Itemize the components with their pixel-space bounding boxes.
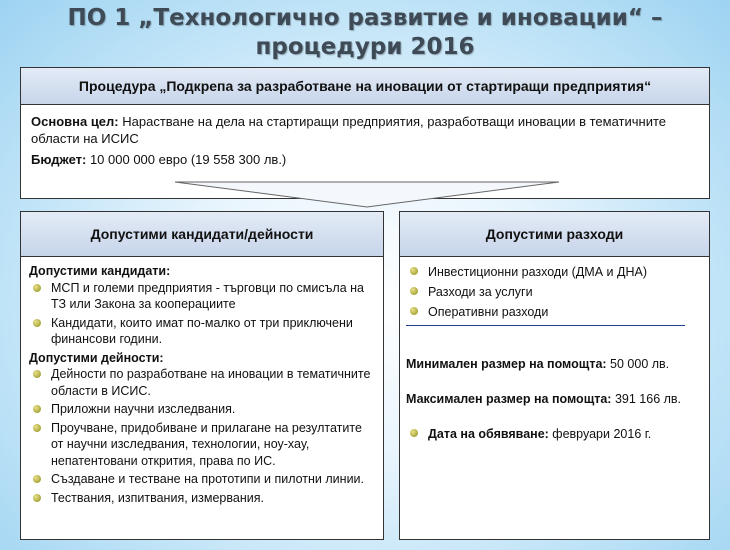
procedure-heading: Процедура „Подкрепа за разработване на иновации от стартиращи предприятия“ [21, 68, 709, 105]
list-item: Проучване, придобиване и прилагане на резултатите от научни изследвания, технологии, ноу-хау, непатентовани открития, права по ИС. [29, 420, 377, 470]
list-item: Приложни научни изследвания. [29, 401, 377, 418]
activities-list [29, 366, 377, 506]
max-aid-label: Максимален размер на помощта: [406, 391, 612, 406]
down-arrow-icon [174, 181, 560, 209]
date-item [406, 425, 703, 443]
candidates-list [29, 280, 377, 348]
title-line-1: ПО 1 „Технологично развитие и иновации“ – [67, 5, 663, 31]
title-line-2: процедури 2016 [255, 34, 475, 60]
candidates-title: Допустими кандидати: [29, 264, 171, 278]
date-row [406, 425, 703, 443]
max-aid-row [406, 391, 703, 408]
min-aid-value: 50 000 лв. [606, 357, 670, 371]
min-aid-row [406, 356, 703, 373]
candidates-activities-box [20, 211, 384, 540]
eligible-costs-heading: Допустими разходи [400, 212, 709, 257]
page-title [0, 4, 730, 62]
eligible-costs-content [400, 257, 709, 443]
date-value: февруари 2016 г. [548, 427, 652, 441]
procedure-body [21, 105, 709, 168]
candidates-activities-content [21, 257, 383, 506]
min-aid-label: Минимален размер на помощта: [406, 357, 607, 371]
list-item: Инвестиционни разходи (ДМА и ДНА) [406, 263, 703, 281]
costs-list [406, 263, 703, 321]
list-item: Създаване и тестване на прототипи и пилотни линии. [29, 471, 377, 488]
goal-label: Основна цел: [31, 114, 119, 129]
goal-row [31, 113, 699, 147]
list-item: Разходи за услуги [406, 283, 703, 301]
list-item: Оперативни разходи [406, 303, 703, 321]
activities-title: Допустими дейности: [29, 350, 164, 365]
budget-row [31, 151, 699, 168]
budget-label: Бюджет: [31, 152, 87, 167]
eligible-costs-box [399, 211, 710, 540]
date-label: Дата на обявяване: [428, 427, 549, 441]
budget-text: 10 000 000 евро (19 558 300 лв.) [86, 152, 287, 167]
list-item: Тествания, изпитвания, измервания. [29, 490, 377, 507]
procedure-box [20, 67, 710, 199]
goal-text: Нарастване на дела на стартиращи предприятия, разработващи иновации в тематичните области на ИСИС [31, 114, 667, 146]
list-item: Кандидати, които имат по-малко от три приключени финансови години. [29, 315, 377, 348]
max-aid-value: 391 166 лв. [611, 391, 682, 406]
list-item: МСП и големи предприятия - търговци по смисъла на ТЗ или Закона за кооперациите [29, 280, 377, 313]
divider [406, 325, 685, 326]
list-item: Дейности по разработване на иновации в тематичните области в ИСИС. [29, 366, 377, 399]
candidates-activities-heading: Допустими кандидати/дейности [21, 212, 383, 257]
